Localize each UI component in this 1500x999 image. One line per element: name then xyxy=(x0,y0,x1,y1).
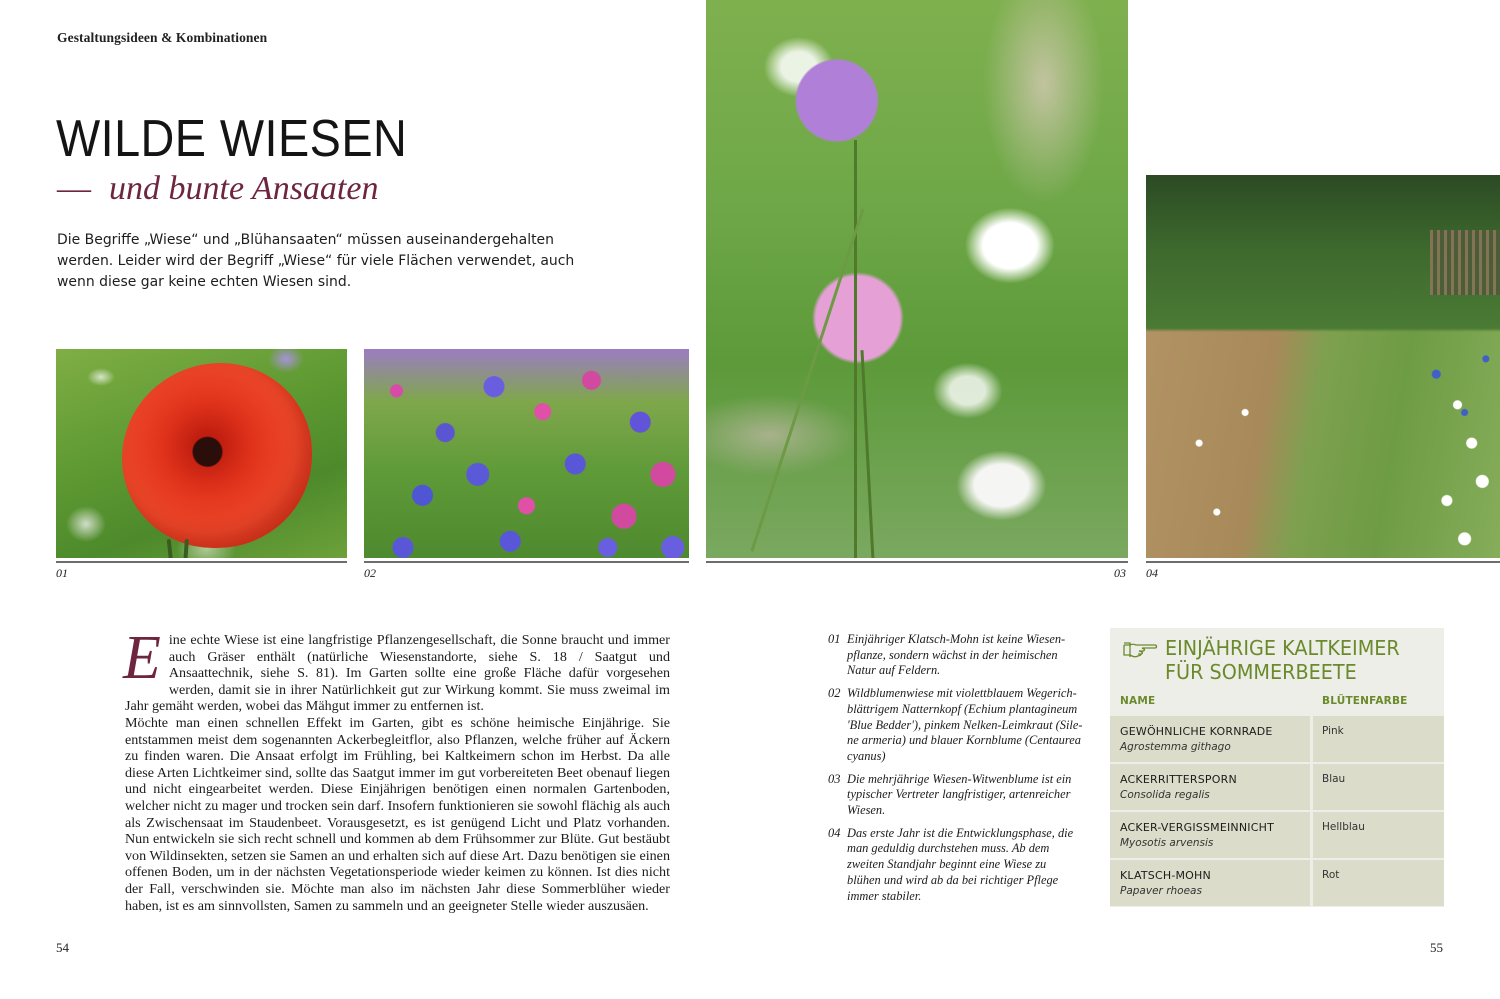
cell-color: Hellblau xyxy=(1313,812,1444,858)
intro-text: Die Begriffe „Wiese“ und „Blühansaaten“ müssen auseinandergehalten werden. Leider wird der Begriff „Wiese“ für viele Flächen verwendet, auch wenn diese gar keine echten Wiesen sind. xyxy=(57,232,575,290)
latin-name: Agrostemma githago xyxy=(1120,741,1231,753)
table-row xyxy=(1110,860,1444,906)
body-text xyxy=(123,624,670,914)
table-row xyxy=(1110,716,1444,762)
cell-color: Rot xyxy=(1313,860,1444,906)
caption-item xyxy=(828,632,1083,679)
scabiosa-photo xyxy=(706,0,1128,558)
plant-table-box xyxy=(1110,628,1444,907)
caption-num: 04 xyxy=(828,825,841,840)
caption-text: Die mehrjährige Wiesen-Witwenblume ist ein typischer Vertreter langfristiger, artenreicher Wiesen. xyxy=(847,771,1072,818)
page-number-right: 55 xyxy=(1430,940,1443,955)
caption-num: 01 xyxy=(828,632,841,646)
cell-name xyxy=(1110,812,1310,858)
caption-text: Einjähriger Klatsch-Mohn ist keine Wiesenpflanze, sondern wächst in der heimischen Natur auf Feldern. xyxy=(847,632,1066,678)
body-paragraph-2: Möchte man einen schnellen Effekt im Garten, gibt es schöne heimische Einjährige. Sie entstammen meist dem sogenannten Ackerbegleitflor, also Pflanzen, welche früher auf Äckern zu finden waren. Die Ansaat erfolgt im Frühling, bei Kaltkeimern schon im Herbst. Da alle diese Arten Lichtkeimer sind, sollte das Saatgut immer im gut vorbereiteten Beet obenauf liegen und nicht eingearbeitet werden. Diese Einjährigen benötigen einen normalen Gartenboden, welcher nicht zu mager und trocken sein darf. Insofern funktionieren sie sowohl flächig als auch als Zwischensaat im Staudenbeet. Vorausgesetzt, es ist genügend Licht und Platz vorhanden. Nun entwickeln sie sich recht schnell und kommen ab dem Frühsommer zur Blüte. Gut bestäubt von Wildinsekten, setzen sie Samen an und erhalten sich auf diese Art. Dazu benötigen sie einen offenen Boden, um in der nächsten Vegetationsperiode wieder keimen zu können. Ist dies nicht der Fall, verschwinden sie. Möchte man also im nächsten Jahr diese Sommerblüher wieder haben, ist es am sinnvollsten, Samen zu sammeln und an geeigneter Stelle wieder auszusäen. xyxy=(125,714,670,914)
common-name: KLATSCH-MOHN xyxy=(1120,869,1211,882)
column-header-name: NAME xyxy=(1120,695,1156,707)
photo-rule xyxy=(1146,561,1500,563)
running-head: Gestaltungsideen & Kombinationen xyxy=(57,30,268,45)
poppy-stem xyxy=(167,539,174,558)
page-title: WILDE WIESEN xyxy=(56,110,408,168)
caption-item xyxy=(828,772,1083,819)
cell-name xyxy=(1110,860,1310,906)
caption-number-01: 01 xyxy=(56,566,68,580)
common-name: ACKERRITTERSPORN xyxy=(1120,773,1237,786)
poppy-flower xyxy=(122,363,312,548)
photo-captions xyxy=(828,632,1083,911)
photo-rule xyxy=(364,561,689,563)
photo-rule xyxy=(56,561,347,563)
photo-rule xyxy=(706,561,1128,563)
latin-name: Myosotis arvensis xyxy=(1120,837,1214,849)
flower-stem xyxy=(854,140,857,558)
meadow-path-photo xyxy=(1146,175,1500,558)
column-header-color: BLÜTENFARBE xyxy=(1322,695,1408,707)
latin-name: Consolida regalis xyxy=(1120,789,1210,801)
cell-name xyxy=(1110,764,1310,810)
subtitle-text: und bunte Ansaaten xyxy=(109,170,379,207)
page-number-left: 54 xyxy=(56,940,69,955)
caption-text: Das erste Jahr ist die Entwicklungsphase, die man geduldig durchstehen muss. Ab dem zweiten Standjahr beginnt eine Wiese zu blühen und wird ab da bei richtiger Pflege immer stabiler. xyxy=(847,825,1074,903)
cell-color: Blau xyxy=(1313,764,1444,810)
caption-item xyxy=(828,826,1083,905)
body-paragraph-1 xyxy=(123,624,670,715)
drop-cap: E xyxy=(123,624,161,692)
table-row xyxy=(1110,812,1444,858)
wooden-fence xyxy=(1430,230,1500,295)
caption-num: 03 xyxy=(828,771,841,786)
caption-number-02: 02 xyxy=(364,566,376,580)
flower-stem xyxy=(861,350,875,558)
pointing-hand-icon xyxy=(1122,640,1158,660)
caption-number-03: 03 xyxy=(1114,566,1126,580)
caption-item xyxy=(828,686,1083,765)
table-title-line-1: EINJÄHRIGE KALTKEIMER xyxy=(1165,636,1400,660)
caption-number-04: 04 xyxy=(1146,566,1158,580)
table-row xyxy=(1110,764,1444,810)
cell-color: Pink xyxy=(1313,716,1444,762)
caption-text: Wildblumenwiese mit violettblauem Wegerichblättrigem Natternkopf (Echium plantagineum 'Blue Bedder'), pinkem Nelken-Leimkraut (Silene armeria) und blauer Kornblume (Centaurea cyanus) xyxy=(847,686,1083,763)
common-name: GEWÖHNLICHE KORNRADE xyxy=(1120,725,1273,738)
table-title-line-2: FÜR SOMMERBEETE xyxy=(1165,660,1357,684)
body-paragraph-1-text: ine echte Wiese ist eine langfristige Pflanzengesellschaft, die Sonne braucht und immer auch Gräser enthält (natürliche Wiesenstandorte, siehe S. 18 / Saatgut und Ansaattechnik, siehe S. 81). Im Garten sollte eine große Fläche dafür vorgesehen werden, damit sie in ihrer Natürlichkeit gut zur Wirkung kommt. Sie muss zweimal im Jahr gemäht werden, wobei das Mähgut immer zu entfernen ist. xyxy=(125,632,670,715)
wildflower-meadow-photo xyxy=(364,349,689,558)
caption-num: 02 xyxy=(828,686,841,701)
subtitle-dash: — xyxy=(57,170,91,207)
poppy-photo xyxy=(56,349,347,558)
grass-stem xyxy=(750,208,864,551)
cell-name xyxy=(1110,716,1310,762)
latin-name: Papaver rhoeas xyxy=(1120,885,1202,897)
page-subtitle xyxy=(57,170,378,207)
poppy-stem xyxy=(183,539,189,558)
common-name: ACKER-VERGISSMEINNICHT xyxy=(1120,821,1275,834)
